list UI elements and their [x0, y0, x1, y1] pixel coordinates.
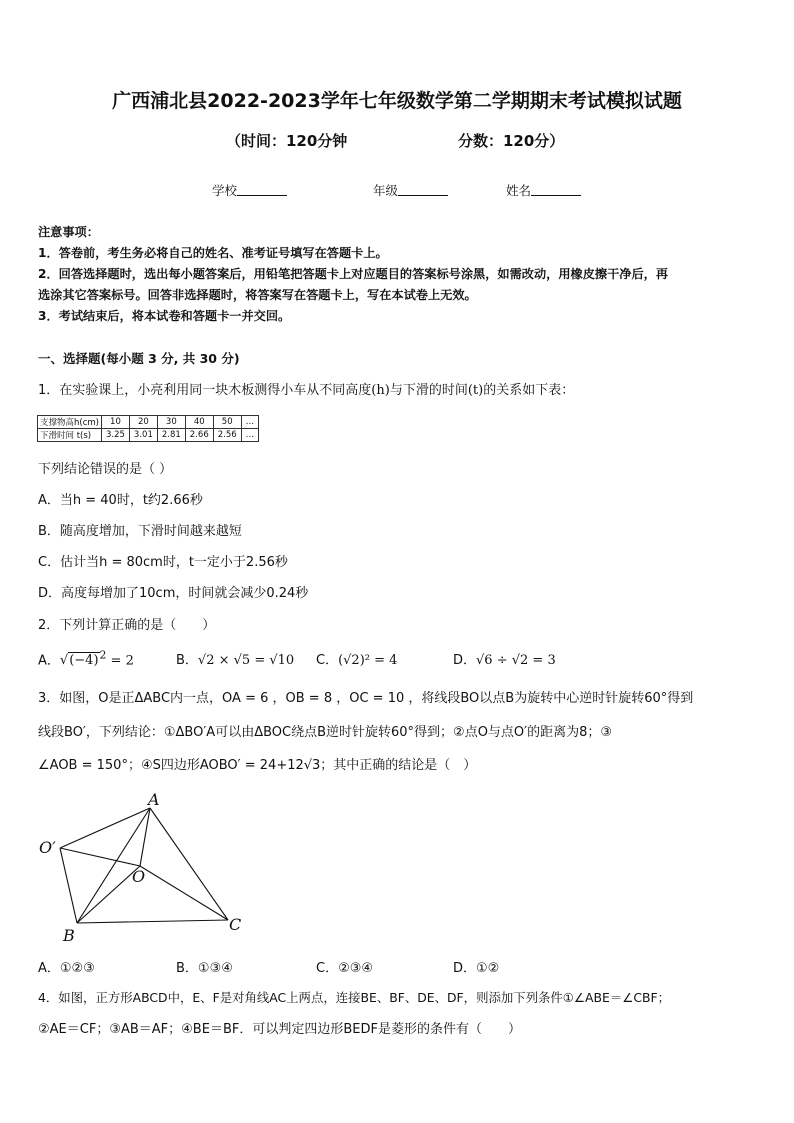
table-cell: 20 — [129, 416, 157, 429]
school-field — [212, 181, 287, 199]
name-field — [506, 181, 581, 199]
grade-label: 年级 — [373, 183, 399, 198]
section-heading: 一、选择题(每小题 3 分, 共 30 分) — [38, 351, 240, 366]
name-label: 姓名 — [506, 183, 532, 198]
name-blank — [531, 184, 581, 196]
table-header-cell: 支撑物高h(cm) — [38, 416, 102, 429]
q1-option-d: D．高度每增加了10cm，时间就会减少0.24秒 — [38, 586, 309, 601]
table-cell: 2.56 — [213, 429, 241, 442]
notice-item: 1．答卷前，考生务必将自己的姓名、准考证号填写在答题卡上。 — [38, 246, 388, 260]
exam-time: （时间：120分钟 — [226, 132, 348, 150]
q3-option-c: C．②③④ — [316, 961, 374, 976]
q2-stem: 2．下列计算正确的是（ ） — [38, 618, 216, 633]
table-cell: 30 — [157, 416, 185, 429]
vertex-label: C — [229, 915, 242, 934]
table-cell: 10 — [101, 416, 129, 429]
grade-field — [373, 181, 448, 199]
table-cell: 2.81 — [157, 429, 185, 442]
q1-stem: 1．在实验课上，小亮利用同一块木板测得小车从不同高度(h)与下滑的时间(t)的关系如下表： — [38, 383, 575, 398]
q3-line: ∠AOB = 150°；④S四边形AOBO′ = 24+12√3；其中正确的结论是（ ） — [38, 758, 477, 773]
notice-item: 3．考试结束后，将本试卷和答题卡一并交回。 — [38, 309, 291, 323]
notice-item: 2．回答选择题时，选出每小题答案后，用铅笔把答题卡上对应题目的答案标号涂黑，如需改动，用橡皮擦干净后，再 — [38, 267, 669, 281]
table-header-cell: 下滑时间 t(s) — [38, 429, 102, 442]
page-title: 广西浦北县2022-2023学年七年级数学第二学期期末考试模拟试题 — [112, 90, 682, 112]
q1-data-table — [37, 415, 259, 442]
q2-option-a: A．$√(-4)^2 = 2$ — [38, 649, 134, 669]
q3-option-d: D．①② — [453, 961, 500, 976]
table-cell: 50 — [213, 416, 241, 429]
table-cell: 3.25 — [101, 429, 129, 442]
vertex-label: O — [132, 867, 146, 886]
notice-heading: 注意事项： — [38, 225, 99, 239]
q1-option-c: C．估计当h = 80cm时，t一定小于2.56秒 — [38, 555, 288, 570]
table-cell: 3.01 — [129, 429, 157, 442]
table-row — [38, 416, 259, 429]
table-cell: … — [241, 429, 259, 442]
table-cell: 2.66 — [185, 429, 213, 442]
q3-figure — [36, 786, 250, 948]
school-label: 学校 — [212, 183, 238, 198]
vertex-label: O′ — [39, 838, 56, 857]
notice-item: 选涂其它答案标号。回答非选择题时，将答案写在答题卡上，写在本试卷上无效。 — [38, 288, 477, 302]
q3-line: 3．如图，O是正ΔABC内一点，OA = 6 ，OB = 8 ，OC = 10 ，将线段BO以点B为旋转中心逆时针旋转60°得到 — [38, 691, 694, 706]
school-blank — [237, 184, 287, 196]
q1-question: 下列结论错误的是（ ） — [38, 462, 173, 477]
q4-line: ②AE＝CF；③AB＝AF；④BE＝BF．可以判定四边形BEDF是菱形的条件有（ ） — [38, 1022, 521, 1037]
q1-option-a: A．当h = 40时，t约2.66秒 — [38, 493, 203, 508]
q4-line: 4．如图，正方形ABCD中，E、F是对角线AC上两点，连接BE、BF、DE、DF，则添加下列条件①∠ABE＝∠CBF； — [38, 990, 670, 1005]
table-row — [38, 429, 259, 442]
q3-line: 线段BO′，下列结论：①ΔBO′A可以由ΔBOC绕点B逆时针旋转60°得到；②点O与点O′的距离为8；③ — [38, 725, 613, 740]
q2-option-c: C．(√2)² = 4 — [316, 653, 398, 668]
table-cell: … — [241, 416, 259, 429]
table-cell: 40 — [185, 416, 213, 429]
q1-option-b: B．随高度增加，下滑时间越来越短 — [38, 524, 242, 539]
q2-option-b: B．√2 × √5 = √10 — [176, 653, 295, 668]
vertex-label: A — [148, 790, 160, 809]
exam-score: 分数：120分） — [458, 132, 565, 150]
q3-option-b: B．①③④ — [176, 961, 233, 976]
q3-option-a: A．①②③ — [38, 961, 95, 976]
grade-blank — [398, 184, 448, 196]
q2-option-d: D．√6 ÷ √2 = 3 — [453, 653, 556, 668]
vertex-label: B — [63, 926, 75, 945]
